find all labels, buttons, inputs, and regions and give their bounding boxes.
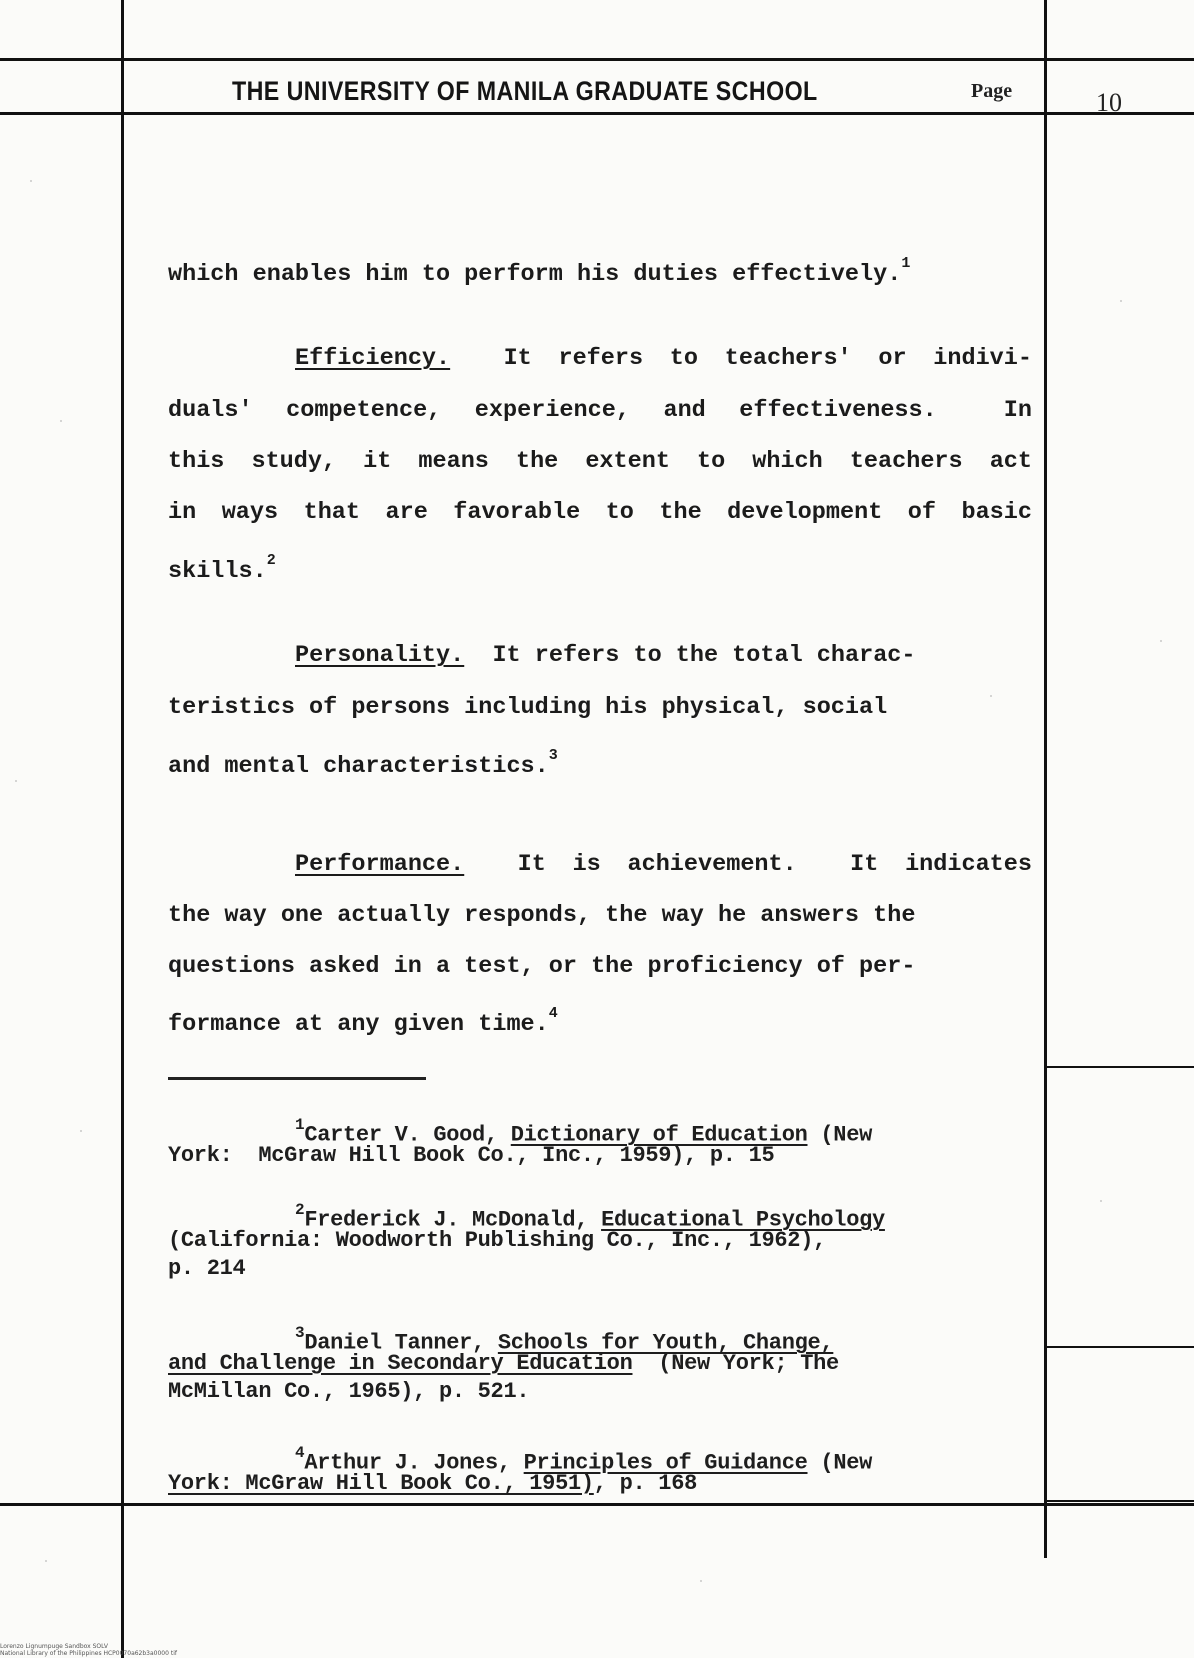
body-line: duals' competence, experience, and effectiveness. In [168, 397, 1032, 424]
body-line: in ways that are favorable to the development of basic [168, 499, 1032, 526]
personality-definition: Personality. It refers to the total charac- [295, 642, 916, 669]
right-column-tick-2 [1047, 1346, 1194, 1348]
performance-definition: Performance. It is achievement. It indicates [295, 851, 1032, 878]
term-personality: Personality. [295, 642, 465, 669]
scan-stamp: National Library of the Philippines HCP0070a62b3a0000 tif [0, 1650, 177, 1657]
term-performance: Performance. [295, 851, 465, 878]
right-margin-rule [1044, 0, 1047, 1558]
footnote-2-continuation: (California: Woodworth Publishing Co., Inc., 1962), [168, 1228, 827, 1253]
footnote-ref: 3 [548, 747, 558, 764]
footnote-title: Educational Psychology [601, 1207, 885, 1233]
institution-header: THE UNIVERSITY OF MANILA GRADUATE SCHOOL [232, 76, 818, 106]
body-line: this study, it means the extent to which teachers act [168, 448, 1032, 475]
page-number: 10 [1096, 88, 1122, 117]
footnote-1: $^1$Carter V. Good, Dictionary of Education (New [295, 1116, 873, 1148]
scan-speck [80, 1130, 82, 1132]
footnote-4: $^4$Arthur J. Jones, Principles of Guidance (New [295, 1444, 873, 1476]
scan-speck [1100, 1200, 1102, 1202]
top-frame-rule [0, 58, 1194, 61]
bottom-frame-rule [0, 1503, 1194, 1506]
efficiency-definition: Efficiency. It refers to teachers' or indivi- [295, 345, 1032, 372]
footnote-title: Dictionary of Education [510, 1122, 808, 1148]
footnote-ref: 4 [548, 1005, 558, 1022]
right-column-tick-3 [1047, 1500, 1194, 1502]
footnote-title: and Challenge in Secondary Education [168, 1351, 633, 1376]
scan-speck [15, 780, 17, 782]
body-line: teristics of persons including his physical, social [168, 694, 888, 721]
page-label: Page [971, 80, 1013, 102]
footnote-3-continuation: and Challenge in Secondary Education (New York; The [168, 1351, 839, 1376]
scan-stamp: Lorenzo Lignumpuge Sandbox SOLV [0, 1643, 108, 1650]
body-line: formance at any given time.$^4$ [168, 1005, 558, 1038]
scan-speck [30, 180, 32, 182]
footnote-separator [168, 1077, 426, 1080]
scan-speck [700, 1580, 702, 1582]
footnote-2-continuation: p. 214 [168, 1256, 246, 1281]
footnote-ref: 2 [266, 552, 276, 569]
term-efficiency: Efficiency. [295, 345, 451, 372]
footnote-title: Schools for Youth, Change, [497, 1330, 834, 1356]
footnote-1-continuation: York: McGraw Hill Book Co., Inc., 1959), p. 15 [168, 1143, 775, 1168]
body-line: skills.$^2$ [168, 552, 276, 585]
footnote-2: $^2$Frederick J. McDonald, Educational Psychology [295, 1201, 885, 1233]
footnote-title: Principles of Guidance [523, 1450, 808, 1476]
footnote-4-continuation: York: McGraw Hill Book Co., 1951), p. 168 [168, 1471, 697, 1496]
body-line: and mental characteristics.$^3$ [168, 747, 558, 780]
left-margin-rule [121, 0, 124, 1658]
scan-speck [60, 420, 62, 422]
body-line: questions asked in a test, or the proficiency of per- [168, 953, 916, 980]
footnote-ref: 1 [901, 255, 911, 272]
footnote-3: $^3$Daniel Tanner, Schools for Youth, Change, [295, 1324, 834, 1356]
body-line: the way one actually responds, the way he answers the [168, 902, 916, 929]
scan-speck [1120, 300, 1122, 302]
header-bottom-rule [0, 112, 1194, 115]
body-line: which enables him to perform his duties effectively.$^1$ [168, 255, 911, 288]
scan-speck [45, 1560, 47, 1562]
right-column-tick-1 [1047, 1066, 1194, 1068]
scan-speck [1160, 640, 1162, 642]
footnote-3-continuation: McMillan Co., 1965), p. 521. [168, 1379, 530, 1404]
